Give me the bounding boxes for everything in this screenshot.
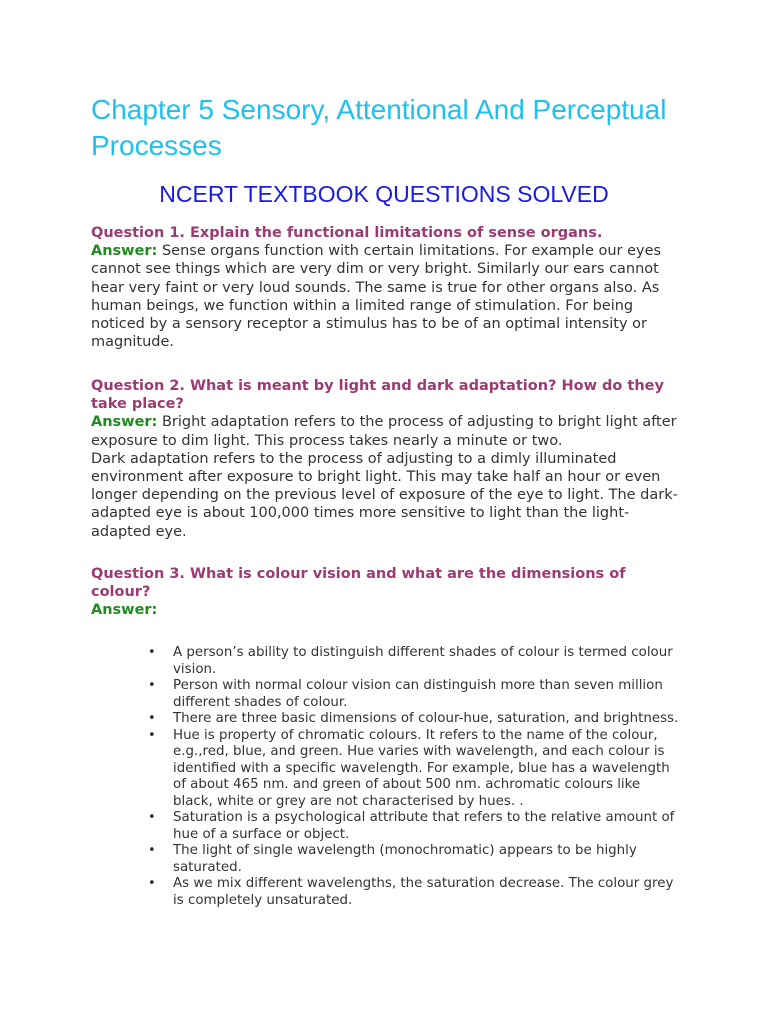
question-1: Question 1. Explain the functional limitations of sense organs. <box>91 225 603 241</box>
bullet-text: Person with normal colour vision can distinguish more than seven million different shades of colour. <box>173 678 663 710</box>
section-title: NCERT TEXTBOOK QUESTIONS SOLVED <box>159 181 609 207</box>
bullet-icon: • <box>148 843 156 858</box>
answer-3 <box>91 601 681 619</box>
answer-1-text: Sense organs function with certain limitations. For example our eyes cannot see things which are very dim or very bright. Similarly our ears cannot hear very faint or very loud sounds. The same is true for other organs also. As human beings, we function within a limited range of stimulation. For being noticed by a sensory receptor a stimulus has to be of an optimal intensity or magnitude. <box>91 243 662 351</box>
qa-block-3 <box>91 565 681 620</box>
bullet-icon: • <box>148 727 156 743</box>
bullet-icon: • <box>148 810 156 825</box>
list-item <box>148 843 683 876</box>
answer-2-text-2: Dark adaptation refers to the process of adjusting to a dimly illuminated environment after exposure to bright light. This may take half an hour or even longer depending on the previous level of exposure of the eye to light. The dark-adapted eye is about 100,000 times more sensitive to light than the light-adapted eye. <box>91 450 678 540</box>
bullet-icon: • <box>148 876 156 891</box>
qa-block-2 <box>91 377 681 541</box>
bullet-text: Saturation is a psychological attribute that refers to the relative amount of hue of a surface or object. <box>173 810 675 842</box>
colour-vision-bullet-list <box>148 645 683 909</box>
bullet-icon: • <box>148 645 156 660</box>
question-3: Question 3. What is colour vision and what are the dimensions of colour? <box>91 566 626 601</box>
bullet-text: Hue is property of chromatic colours. It refers to the name of the colour, e.g.,red, blue, and green. Hue varies with wavelength, and each colour is identified with a specific wavelength. For example, blue has a wavelength of about 465 nm. and green of about 500 nm. achromatic colours like black, white or grey are not characterised by hues. . <box>173 727 670 809</box>
question-2: Question 2. What is meant by light and dark adaptation? How do they take place? <box>91 378 664 413</box>
list-item <box>148 678 683 711</box>
bullet-icon: • <box>148 678 156 693</box>
answer-1 <box>91 242 681 351</box>
bullet-icon: • <box>148 711 156 726</box>
bullet-text: The light of single wavelength (monochromatic) appears to be highly saturated. <box>173 843 637 875</box>
answer-2-text-1: Bright adaptation refers to the process of adjusting to bright light after exposure to dim light. This process takes nearly a minute or two. <box>91 414 677 449</box>
answer-2 <box>91 413 681 540</box>
answer-label: Answer: <box>91 414 158 431</box>
bullet-text: As we mix different wavelengths, the saturation decrease. The colour grey is completely unsaturated. <box>173 876 674 908</box>
list-item <box>148 711 683 728</box>
chapter-title: Chapter 5 Sensory, Attentional And Perceptual Processes <box>91 94 667 161</box>
answer-label: Answer: <box>91 243 158 260</box>
bullet-text: A person’s ability to distinguish different shades of colour is termed colour vision. <box>173 645 673 677</box>
list-item <box>148 876 683 909</box>
bullet-text: There are three basic dimensions of colour-hue, saturation, and brightness. <box>173 711 679 726</box>
qa-block-1 <box>91 224 681 351</box>
list-item <box>148 810 683 843</box>
list-item <box>148 645 683 678</box>
answer-label: Answer: <box>91 602 158 619</box>
list-item <box>148 727 683 811</box>
